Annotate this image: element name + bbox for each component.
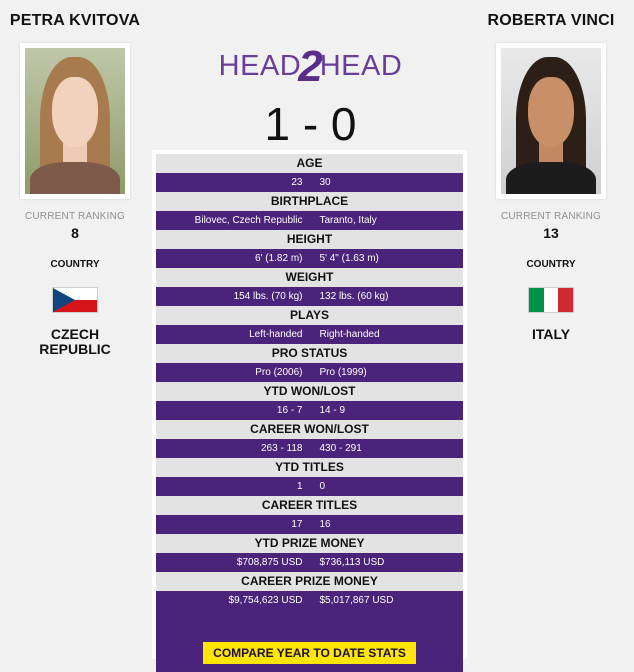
stat-label: YTD WON/LOST	[156, 382, 463, 401]
right-stat-value: 30	[319, 177, 331, 188]
left-stat-value: Bilovec, Czech Republic	[194, 215, 303, 226]
stat-values-row	[156, 173, 463, 192]
left-stat-value: Pro (2006)	[255, 367, 303, 378]
right-country-name: ITALY	[531, 326, 571, 342]
right-stat-value: 14 - 9	[319, 405, 346, 416]
right-player-name[interactable]: ROBERTA VINCI	[487, 12, 615, 29]
right-stat-value: $5,017,867 USD	[319, 595, 394, 606]
left-ranking-label: CURRENT RANKING	[24, 211, 126, 222]
italy-flag-icon	[528, 287, 574, 313]
right-stat-value: $736,113 USD	[319, 557, 385, 568]
stats-list	[156, 154, 463, 610]
right-player-panel	[476, 0, 626, 342]
stat-label: YTD PRIZE MONEY	[156, 534, 463, 553]
stat-label: HEIGHT	[156, 230, 463, 249]
left-ranking-value: 8	[71, 225, 79, 241]
right-stat-value: 16	[319, 519, 331, 530]
right-stat-value: 430 - 291	[319, 443, 362, 454]
left-stat-value: 23	[291, 177, 303, 188]
stat-values-row	[156, 325, 463, 344]
left-stat-value: $708,875 USD	[236, 557, 303, 568]
logo-two: 2	[298, 42, 323, 91]
stat-values-row	[156, 553, 463, 572]
stat-label: CAREER WON/LOST	[156, 420, 463, 439]
stat-label: PRO STATUS	[156, 344, 463, 363]
right-ranking-label: CURRENT RANKING	[500, 211, 602, 222]
left-stat-value: 154 lbs. (70 kg)	[233, 291, 303, 302]
right-stat-value: Right-handed	[319, 329, 380, 340]
stat-values-row	[156, 477, 463, 496]
left-player-name[interactable]: PETRA KVITOVA	[9, 12, 141, 29]
stat-label: WEIGHT	[156, 268, 463, 287]
right-player-photo[interactable]	[496, 43, 606, 199]
stat-label: PLAYS	[156, 306, 463, 325]
right-stat-value: 5' 4" (1.63 m)	[319, 253, 379, 264]
compare-ytd-stats-button[interactable]: COMPARE YEAR TO DATE STATS	[203, 642, 416, 664]
right-stat-value: 0	[319, 481, 326, 492]
right-ranking-value: 13	[543, 225, 559, 241]
stat-values-row	[156, 249, 463, 268]
right-stat-value: 132 lbs. (60 kg)	[319, 291, 389, 302]
stats-panel	[152, 150, 467, 659]
stat-label: AGE	[156, 154, 463, 173]
stat-label: YTD TITLES	[156, 458, 463, 477]
stat-values-row	[156, 515, 463, 534]
left-stat-value: $9,754,623 USD	[228, 595, 303, 606]
left-stat-value: 1	[296, 481, 303, 492]
stat-label: CAREER PRIZE MONEY	[156, 572, 463, 591]
left-player-photo[interactable]	[20, 43, 130, 199]
stat-values-row	[156, 591, 463, 610]
stat-values-row	[156, 211, 463, 230]
head2head-logo	[155, 42, 466, 92]
stat-values-row	[156, 439, 463, 458]
left-stat-value: 17	[291, 519, 303, 530]
stat-values-row	[156, 363, 463, 382]
right-stat-value: Pro (1999)	[319, 367, 367, 378]
right-country-label: COUNTRY	[526, 259, 576, 270]
head-to-head-score: 1 - 0	[264, 98, 357, 150]
stat-label: CAREER TITLES	[156, 496, 463, 515]
left-country-label: COUNTRY	[50, 259, 100, 270]
stats-footer	[156, 610, 463, 672]
left-stat-value: 6' (1.82 m)	[255, 253, 303, 264]
left-stat-value: Left-handed	[249, 329, 303, 340]
left-stat-value: 16 - 7	[276, 405, 303, 416]
logo-head-left: HEAD	[218, 50, 302, 82]
left-country-name: CZECH REPUBLIC	[39, 326, 111, 357]
stat-values-row	[156, 287, 463, 306]
right-stat-value: Taranto, Italy	[319, 215, 377, 226]
stat-values-row	[156, 401, 463, 420]
left-stat-value: 263 - 118	[260, 443, 303, 454]
left-player-panel	[0, 0, 150, 357]
logo-head-right: HEAD	[319, 50, 403, 82]
czech-flag-icon	[52, 287, 98, 313]
stat-label: BIRTHPLACE	[156, 192, 463, 211]
